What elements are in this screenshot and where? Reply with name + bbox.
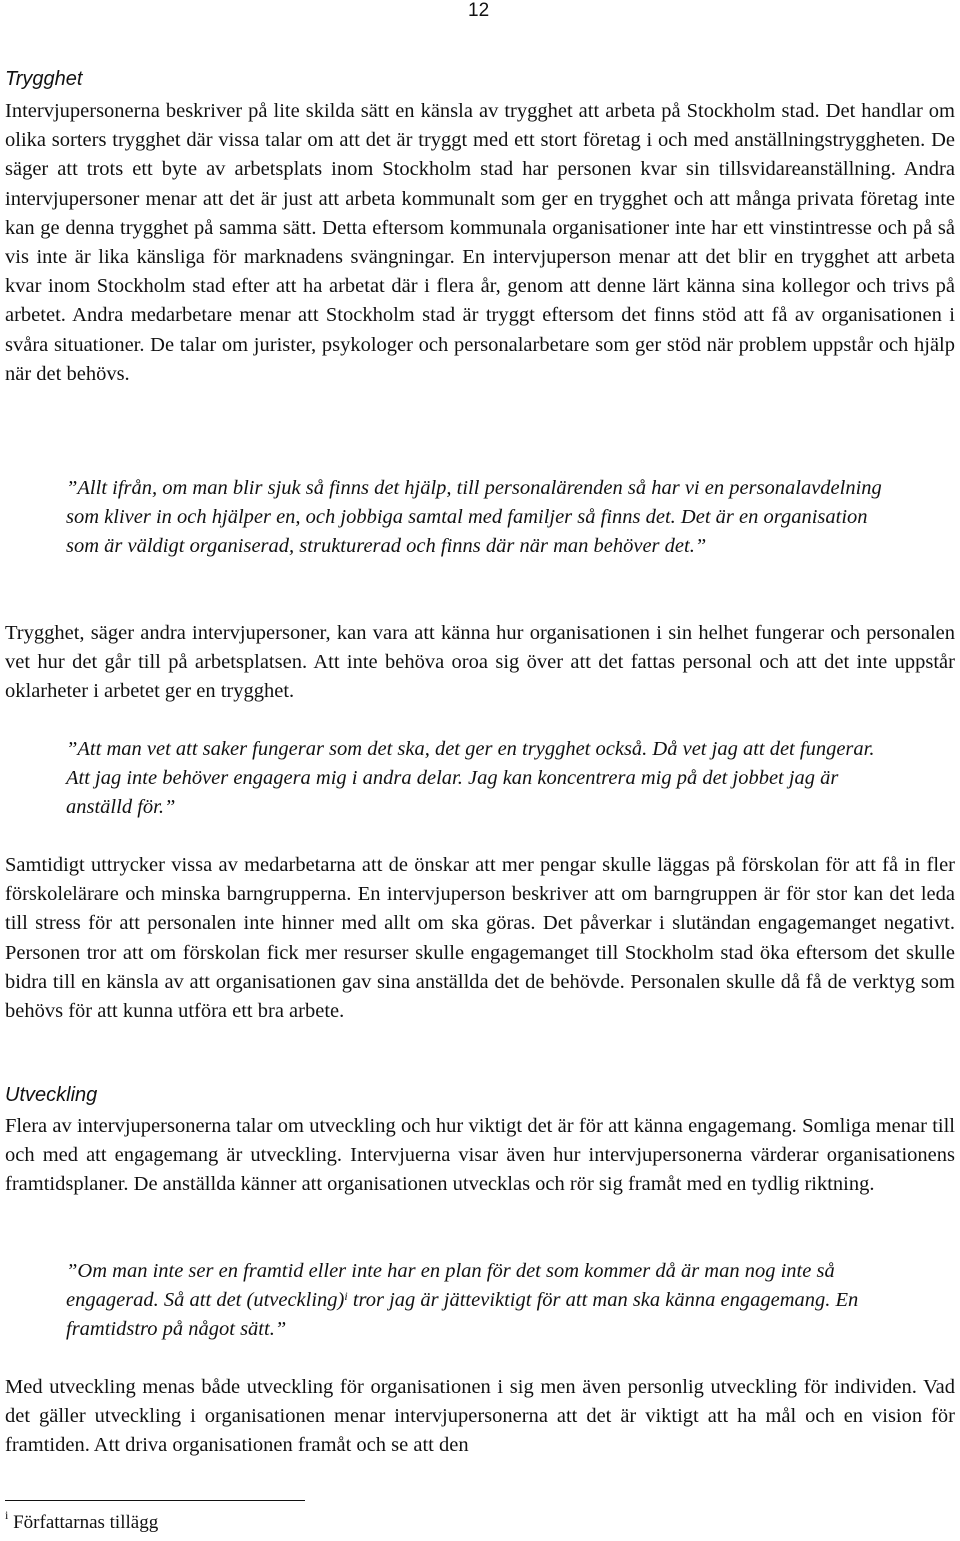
- footnote-text: Författarnas tillägg: [8, 1512, 159, 1533]
- quote-trygghet-2: ”Att man vet att saker fungerar som det ska, det ger en trygghet också. Då vet jag att det fungerar. Att jag inte behöver engagera mig i andra delar. Jag kan koncentrera mig på det jobbet jag är anställd för.”: [66, 738, 875, 818]
- footnote-reference: i: [344, 1288, 348, 1303]
- paragraph-utveckling-2: Med utveckling menas både utveckling för organisationen i sig men även personlig utveckling för individen. Vad det gäller utveckling i organisationen menar intervjupersonerna att det är viktigt att ha mål och en vision för framtiden. Att driva organisationen framåt och se att den: [5, 1376, 955, 1457]
- paragraph-trygghet-1: Intervjupersonerna beskriver på lite skilda sätt en känsla av trygghet att arbeta på Stockholm stad. Det handlar om olika sorters trygghet där vissa talar om att det är tryggt med ett stort företag i och med anställningstryggheten. De säger att trots ett byte av arbetsplats inom Stockholm stad har personen kvar sin tillsvidareanställning. Andra intervjupersoner menar att det är just att arbeta kommunalt som ger en trygghet och att många privata företag inte kan ge denna trygghet på samma sätt. Detta eftersom kommunala organisationer inte har ett vinstintresse och på så vis inte är lika känsliga för marknadens svängningar. En intervjuperson menar att det blir en trygghet att arbeta kvar inom Stockholm stad efter att ha arbetat där i flera år, genom att denne lärt känna sina kollegor och trivs på arbetet. Andra medarbetare menar att Stockholm stad är tryggt eftersom det finns stöd att få av organisationen i svåra situationer. De talar om jurister, psykologer och personalarbetare som ger stöd när problem uppstår och hjälp när det behövs.: [5, 100, 955, 385]
- quote-utveckling-part1: ”Om man inte ser en framtid eller inte har en plan för det som kommer då är man nog inte så engagerad. Så att det (utveckling): [66, 1260, 835, 1311]
- footnote-marker: i: [5, 1508, 9, 1522]
- quote-utveckling: [66, 1257, 896, 1343]
- section-heading-utveckling: Utveckling: [5, 1084, 98, 1106]
- page-number: 12: [468, 0, 490, 21]
- quote-utveckling-part2: tror jag är jätteviktigt för att man ska känna engagemang. En framtidstro på något sätt.”: [66, 1288, 859, 1340]
- quote-trygghet-1: ”Allt ifrån, om man blir sjuk så finns det hjälp, till personalärenden så har vi en personalavdelning som kliver in och hjälper en, och jobbiga samtal med familjer så finns det. Det är en organisation som är väldigt organiserad, strukturerad och finns där när man behöver det.”: [66, 477, 882, 557]
- footnote: [5, 1508, 159, 1534]
- paragraph-trygghet-3: Samtidigt uttrycker vissa av medarbetarna att de önskar att mer pengar skulle läggas på förskolan för att få in fler förskolelärare och minska barngrupperna. En intervjuperson beskriver att om barngruppen är för stor kan det leda till stress för att personalen inte hinner med allt om ska göras. Det påverkar i slutändan engagemanget negativt. Personen tror att om förskolan fick mer resurser skulle engagemanget till Stockholm stad öka eftersom det skulle bidra till en känsla av att organisationen gav sina anställda det de behövde. Personalen skulle då få de verktyg som behövs för att kunna utföra ett bra arbete.: [5, 854, 955, 1023]
- footnote-divider: [5, 1500, 305, 1501]
- paragraph-trygghet-2: Trygghet, säger andra intervjupersoner, kan vara att känna hur organisationen i sin helhet fungerar och personalen vet hur det går till på arbetsplatsen. Att inte behöva oroa sig över att det fattas personal och att det inte uppstår oklarheter i arbetet ger en trygghet.: [5, 622, 955, 703]
- paragraph-utveckling-1: Flera av intervjupersonerna talar om utveckling och hur viktigt det är för att känna engagemang. Somliga menar till och med att engagemang är utveckling. Intervjuerna visar även hur intervjupersonerna värderar organisationens framtidsplaner. De anställda känner att organisationen utvecklas och rör sig framåt med en tydlig riktning.: [5, 1115, 955, 1196]
- section-heading-trygghet: Trygghet: [5, 68, 83, 90]
